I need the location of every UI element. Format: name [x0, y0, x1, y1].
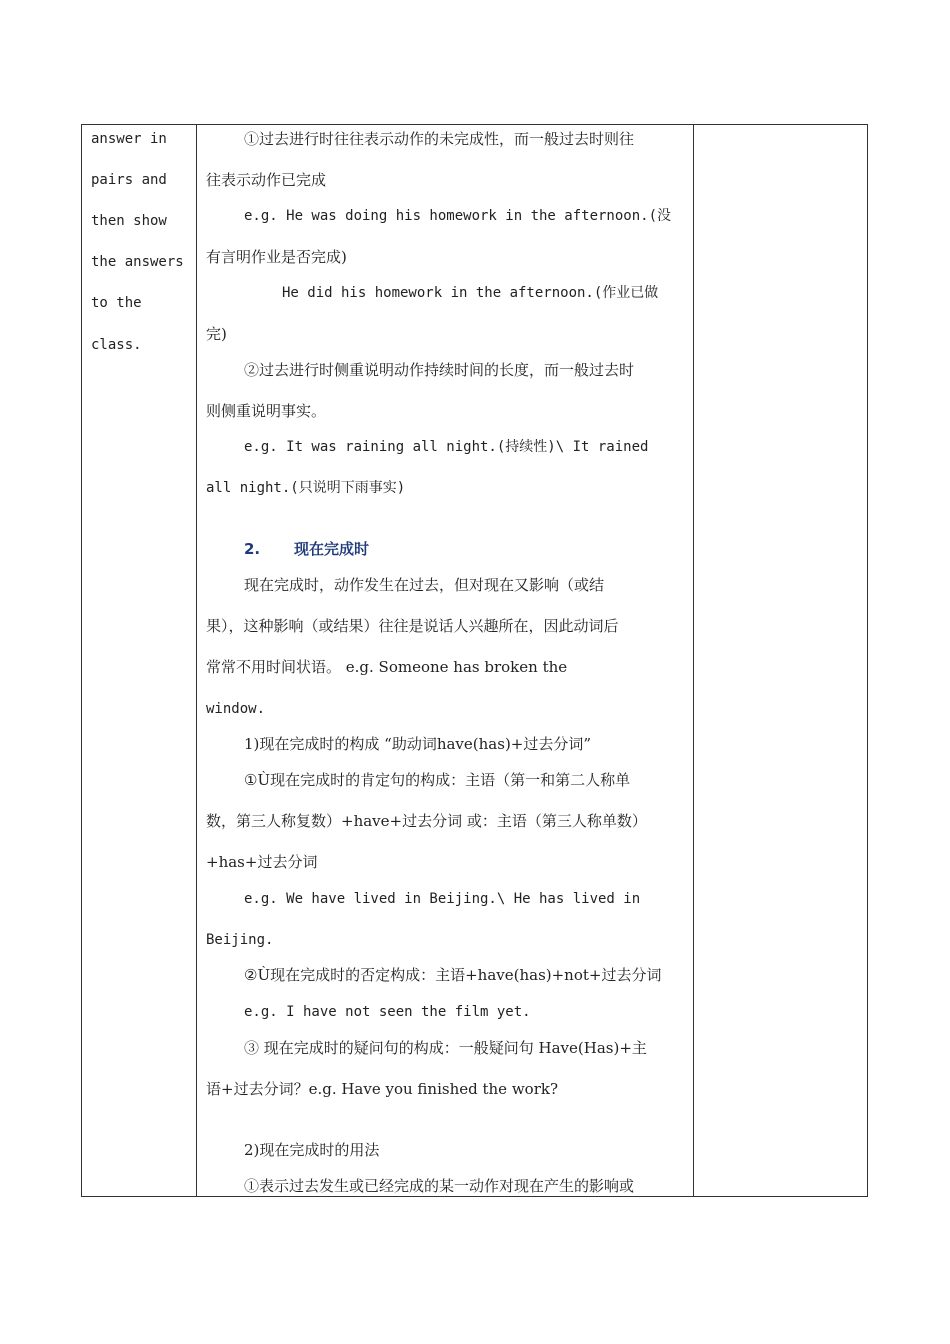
activity-line: then show [91, 213, 167, 229]
lesson-table [81, 124, 868, 1197]
content-line: 1)现在完成时的构成 “助动词have(has)+过去分词” [244, 735, 592, 753]
content-line: 往表示动作已完成 [206, 171, 327, 189]
content-line: +has+过去分词 [206, 853, 318, 871]
content-line: 现在完成时，动作发生在过去，但对现在又影响（或结 [244, 576, 605, 594]
content-line: 有言明作业是否完成) [206, 248, 347, 266]
content-line: 完) [206, 325, 227, 343]
content-line: e.g. I have not seen the film yet. [244, 1004, 531, 1020]
content-line: 则侧重说明事实。 [206, 402, 327, 420]
content-line: He did his homework in the afternoon.(作业已做 [282, 285, 659, 301]
content-line: 2)现在完成时的用法 [244, 1141, 380, 1159]
content-line: ②过去进行时侧重说明动作持续时间的长度，而一般过去时 [244, 361, 635, 379]
content-line: e.g. It was raining all night.(持续性)\ It rained [244, 439, 649, 455]
content-line: all night.(只说明下雨事实) [206, 480, 406, 496]
content-line: e.g. He was doing his homework in the afternoon.(没 [244, 208, 672, 224]
notes-column [694, 125, 867, 1196]
content-line: 常常不用时间状语。 e.g. Someone has broken the [206, 658, 568, 676]
content-line: ②Ù现在完成时的否定构成：主语+have(has)+not+过去分词 [244, 966, 662, 984]
content-column [197, 125, 694, 1196]
section-heading: 现在完成时 [294, 540, 370, 558]
activity-line: answer in [91, 131, 167, 147]
activity-line: class. [91, 337, 142, 353]
content-line: ①Ù现在完成时的肯定句的构成：主语（第一和第二人称单 [244, 771, 631, 789]
activity-line: to the [91, 295, 142, 311]
content-line: ①表示过去发生或已经完成的某一动作对现在产生的影响或 [244, 1177, 635, 1195]
content-line: ③ 现在完成时的疑问句的构成：一般疑问句 Have(Has)+主 [244, 1039, 647, 1057]
activity-line: the answers [91, 254, 184, 270]
content-line: Beijing. [206, 932, 274, 948]
content-line: e.g. We have lived in Beijing.\ He has lived in [244, 891, 641, 907]
content-line: ①过去进行时往往表示动作的未完成性，而一般过去时则往 [244, 130, 635, 148]
section-heading-number: 2. [244, 540, 261, 558]
activity-line: pairs and [91, 172, 167, 188]
content-line: 语+过去分词？e.g. Have you finished the work? [206, 1080, 559, 1098]
activity-column [82, 125, 197, 1196]
content-line: 数，第三人称复数）+have+过去分词 或：主语（第三人称单数） [206, 812, 647, 830]
content-line: window. [206, 701, 266, 717]
content-line: 果），这种影响（或结果）往往是说话人兴趣所在，因此动词后 [206, 617, 619, 635]
